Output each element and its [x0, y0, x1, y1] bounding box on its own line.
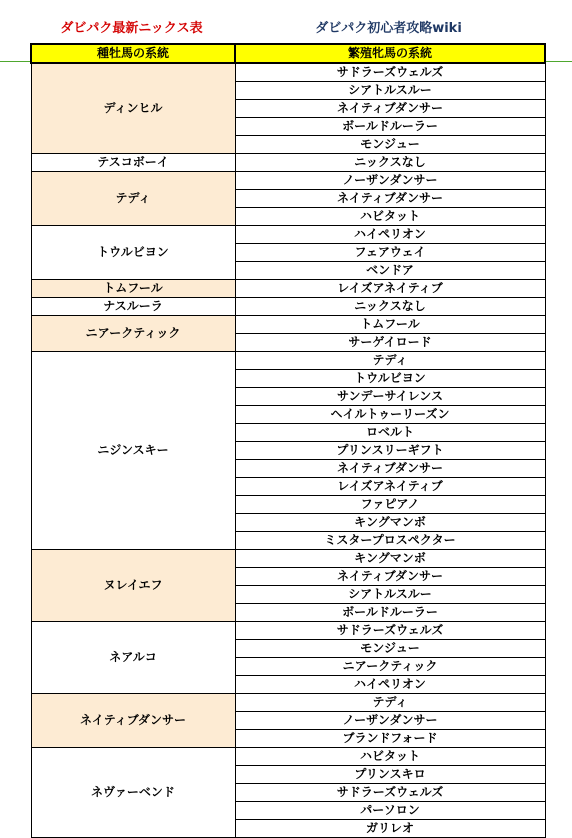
dam-line-cell: ヘイルトゥーリーズン — [235, 406, 545, 424]
dam-line-cell: ハイペリオン — [235, 676, 545, 694]
dam-line-cell: フェアウェイ — [235, 244, 545, 262]
dam-line-cell: シアトルスルー — [235, 586, 545, 604]
dam-line-cell: サドラーズウェルズ — [235, 63, 545, 82]
table-header-row — [31, 44, 545, 63]
dam-line-cell: ハビタット — [235, 208, 545, 226]
dam-line-cell: プリンスキロ — [235, 766, 545, 784]
table-row — [31, 154, 545, 172]
dam-line-cell: モンジュー — [235, 640, 545, 658]
table-row — [31, 694, 545, 712]
nicks-table — [30, 43, 546, 838]
table-row — [31, 748, 545, 766]
table-row — [31, 316, 545, 334]
table-row — [31, 63, 545, 82]
nicks-table-body — [31, 63, 545, 838]
sire-line-cell: ネヴァーベンド — [31, 748, 235, 838]
sire-line-cell: ネイティブダンサー — [31, 694, 235, 748]
dam-line-cell: サドラーズウェルズ — [235, 622, 545, 640]
sire-line-cell: ヌレイエフ — [31, 550, 235, 622]
dam-line-cell: シアトルスルー — [235, 82, 545, 100]
table-row — [31, 280, 545, 298]
title-row — [0, 0, 572, 40]
dam-line-cell: ノーザンダンサー — [235, 172, 545, 190]
dam-line-cell: ノーザンダンサー — [235, 712, 545, 730]
sire-line-cell: ナスルーラ — [31, 298, 235, 316]
dam-line-cell: ネイティブダンサー — [235, 460, 545, 478]
dam-line-cell: プリンスリーギフト — [235, 442, 545, 460]
dam-line-cell: ブランドフォード — [235, 730, 545, 748]
dam-line-cell: ファピアノ — [235, 496, 545, 514]
dam-line-cell: ニックスなし — [235, 154, 545, 172]
sire-line-cell: ニアークティック — [31, 316, 235, 352]
dam-line-cell: ネイティブダンサー — [235, 568, 545, 586]
sire-line-cell: テディ — [31, 172, 235, 226]
dam-line-cell: サドラーズウェルズ — [235, 784, 545, 802]
dam-line-cell: トウルビヨン — [235, 370, 545, 388]
table-row — [31, 226, 545, 244]
sire-line-cell: テスコボーイ — [31, 154, 235, 172]
dam-line-cell: トムフール — [235, 316, 545, 334]
dam-line-cell: パーソロン — [235, 802, 545, 820]
dam-line-cell: ネイティブダンサー — [235, 100, 545, 118]
dam-line-cell: ニックスなし — [235, 298, 545, 316]
dam-line-cell: キングマンボ — [235, 550, 545, 568]
sire-line-cell: トムフール — [31, 280, 235, 298]
dam-line-cell: ハビタット — [235, 748, 545, 766]
dam-line-cell: ベンドア — [235, 262, 545, 280]
dam-line-cell: キングマンボ — [235, 514, 545, 532]
sire-line-header: 種牡馬の系統 — [31, 44, 235, 63]
dam-line-cell: ガリレオ — [235, 820, 545, 838]
dam-line-cell: レイズアネイティブ — [235, 478, 545, 496]
nicks-table-title: ダビパク最新ニックス表 — [60, 21, 203, 36]
dam-line-cell: サンデーサイレンス — [235, 388, 545, 406]
table-row — [31, 352, 545, 370]
wiki-title: ダビパク初心者攻略wiki — [315, 21, 462, 36]
dam-line-cell: ハイペリオン — [235, 226, 545, 244]
table-row — [31, 298, 545, 316]
dam-line-cell: ニアークティック — [235, 658, 545, 676]
sire-line-cell: ニジンスキー — [31, 352, 235, 550]
table-row — [31, 622, 545, 640]
dam-line-cell: モンジュー — [235, 136, 545, 154]
sire-line-cell: ネアルコ — [31, 622, 235, 694]
dam-line-cell: ボールドルーラー — [235, 604, 545, 622]
dam-line-cell: レイズアネイティブ — [235, 280, 545, 298]
dam-line-cell: ネイティブダンサー — [235, 190, 545, 208]
dam-line-cell: ボールドルーラー — [235, 118, 545, 136]
dam-line-cell: テディ — [235, 694, 545, 712]
dam-line-cell: ミスタープロスペクター — [235, 532, 545, 550]
sire-line-cell: ディンヒル — [31, 63, 235, 154]
dam-line-cell: ロベルト — [235, 424, 545, 442]
dam-line-cell: テディ — [235, 352, 545, 370]
sire-line-cell: トウルビヨン — [31, 226, 235, 280]
dam-line-cell: サーゲイロード — [235, 334, 545, 352]
table-row — [31, 550, 545, 568]
table-row — [31, 172, 545, 190]
dam-line-header: 繁殖牝馬の系統 — [235, 44, 545, 63]
